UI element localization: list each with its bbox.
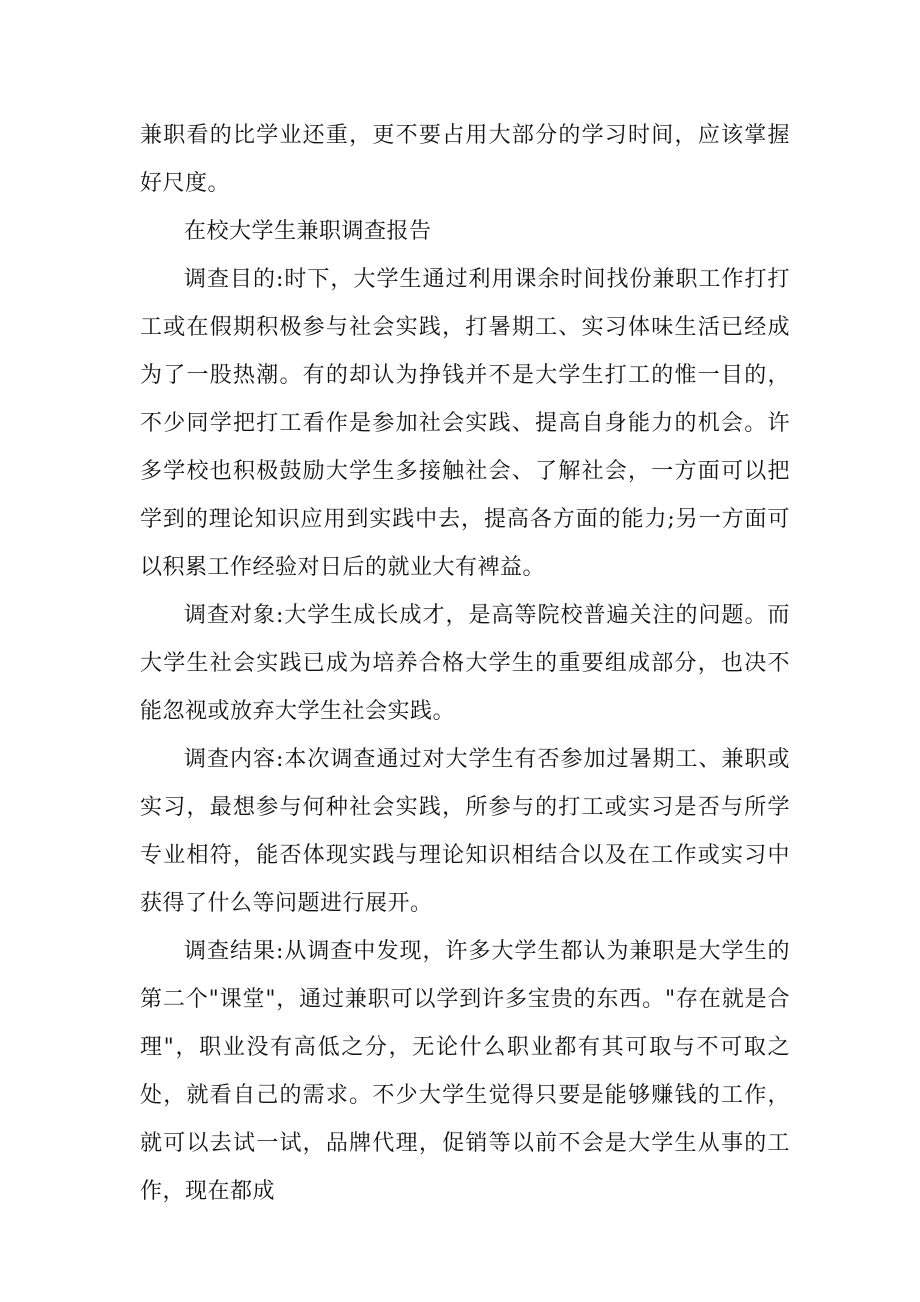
paragraph-survey-content: 调查内容:本次调查通过对大学生有否参加过暑期工、兼职或实习，最想参与何种社会实践，所参与的打工或实习是否与所学专业相符，能否体现实践与理论知识相结合以及在工作或实习中获得了什么等问题进行展开。 bbox=[140, 747, 790, 916]
paragraph-survey-results: 调查结果:从调查中发现，许多大学生都认为兼职是大学生的第二个"课堂"，通过兼职可以学到许多宝贵的东西。"存在就是合理"，职业没有高低之分，无论什么职业都有其可取与不可取之处，就看自己的需求。不少大学生觉得只要是能够赚钱的工作，就可以去试一试，品牌代理，促销等以前不会是大学生从事的工作，现在都成 bbox=[140, 939, 790, 1204]
paragraph-survey-purpose: 调查目的:时下，大学生通过利用课余时间找份兼职工作打打工或在假期积极参与社会实践，打暑期工、实习体味生活已经成为了一股热潮。有的却认为挣钱并不是大学生打工的惟一目的，不少同学把打工看作是参加社会实践、提高自身能力的机会。许多学校也积极鼓励大学生多接触社会、了解社会，一方面可以把学到的理论知识应用到实践中去，提高各方面的能力;另一方面可以积累工作经验对日后的就业大有裨益。 bbox=[140, 267, 790, 580]
paragraph-continuation: 兼职看的比学业还重，更不要占用大部分的学习时间，应该掌握好尺度。 bbox=[140, 123, 790, 196]
document-body bbox=[140, 112, 790, 1216]
paragraph-survey-subject: 调查对象:大学生成长成才，是高等院校普遍关注的问题。而大学生社会实践已成为培养合格大学生的重要组成部分，也决不能忽视或放弃大学生社会实践。 bbox=[140, 603, 790, 724]
report-title: 在校大学生兼职调查报告 bbox=[184, 219, 432, 244]
